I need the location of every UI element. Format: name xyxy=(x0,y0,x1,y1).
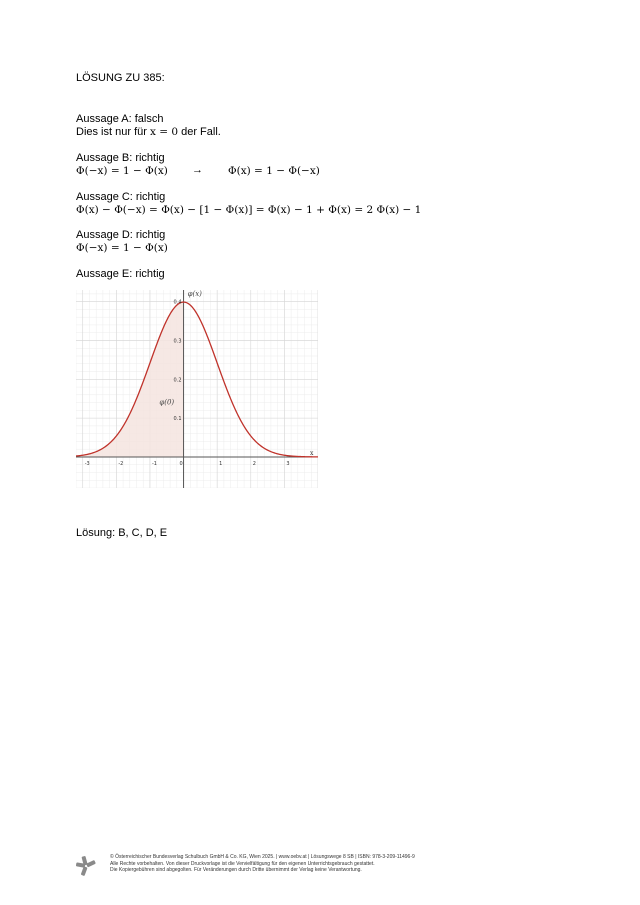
normal-density-chart xyxy=(76,290,318,488)
x-tick-label: 3 xyxy=(286,460,290,467)
statement-a-label: Aussage A: falsch xyxy=(76,113,164,125)
curve-label: φ(x) xyxy=(187,290,202,298)
x-tick-label: -1 xyxy=(151,460,157,467)
statement-c-label: Aussage C: richtig xyxy=(76,191,166,203)
statement-a-text-after: der Fall. xyxy=(178,126,221,138)
y-tick-label: 0.4 xyxy=(173,299,182,306)
statement-a-math: x = 0 xyxy=(149,126,179,138)
y-tick-label: 0.2 xyxy=(173,377,182,384)
x-tick-label: 1 xyxy=(219,460,223,467)
statement-a-text-before: Dies ist nur für xyxy=(76,126,150,138)
page-title: LÖSUNG ZU 385: xyxy=(76,72,165,84)
y-tick-label: 0.3 xyxy=(173,338,182,345)
footer-line-3: Die Kopiergebühren sind abgegolten. Für Veränderungen durch Dritte übernimmt der Verlag keine Verantwortung. xyxy=(110,867,362,873)
statement-b-label: Aussage B: richtig xyxy=(76,152,165,164)
x-tick-label: 0 xyxy=(179,460,183,467)
statement-d-formula: Φ(−x) = 1 − Φ(x) xyxy=(76,242,168,254)
footer-line-1: © Österreichischer Bundesverlag Schulbuch GmbH & Co. KG, Wien 2025. | www.oebv.at | Lösungswege 8 SB | ISBN: 978-3-209-11496-9 xyxy=(110,854,415,860)
area-label: φ(0) xyxy=(159,398,175,407)
footer xyxy=(110,854,415,874)
statement-b-formula-left: Φ(−x) = 1 − Φ(x) xyxy=(76,165,168,177)
x-tick-label: 2 xyxy=(252,460,256,467)
x-tick-label: -3 xyxy=(84,460,90,467)
solution-text: Lösung: B, C, D, E xyxy=(76,527,168,539)
statement-d-label: Aussage D: richtig xyxy=(76,229,166,241)
footer-line-2: Alle Rechte vorbehalten. Von dieser Druckvorlage ist die Vervielfältigung für den eigenen Unterrichtsgebrauch gestattet. xyxy=(110,860,375,867)
statement-a-text xyxy=(76,126,221,139)
statement-c-formula: Φ(x) − Φ(−x) = Φ(x) − [1 − Φ(x)] = Φ(x) − 1 + Φ(x) = 2 Φ(x) − 1 xyxy=(76,204,422,216)
x-axis-label: x xyxy=(310,449,314,457)
statement-e-label: Aussage E: richtig xyxy=(76,268,165,280)
y-tick-label: 0.1 xyxy=(173,416,182,423)
publisher-logo-icon xyxy=(75,855,97,877)
statement-b-formula-right: Φ(x) = 1 − Φ(−x) xyxy=(228,165,320,177)
x-tick-label: -2 xyxy=(118,460,124,467)
arrow-icon: → xyxy=(192,164,203,176)
